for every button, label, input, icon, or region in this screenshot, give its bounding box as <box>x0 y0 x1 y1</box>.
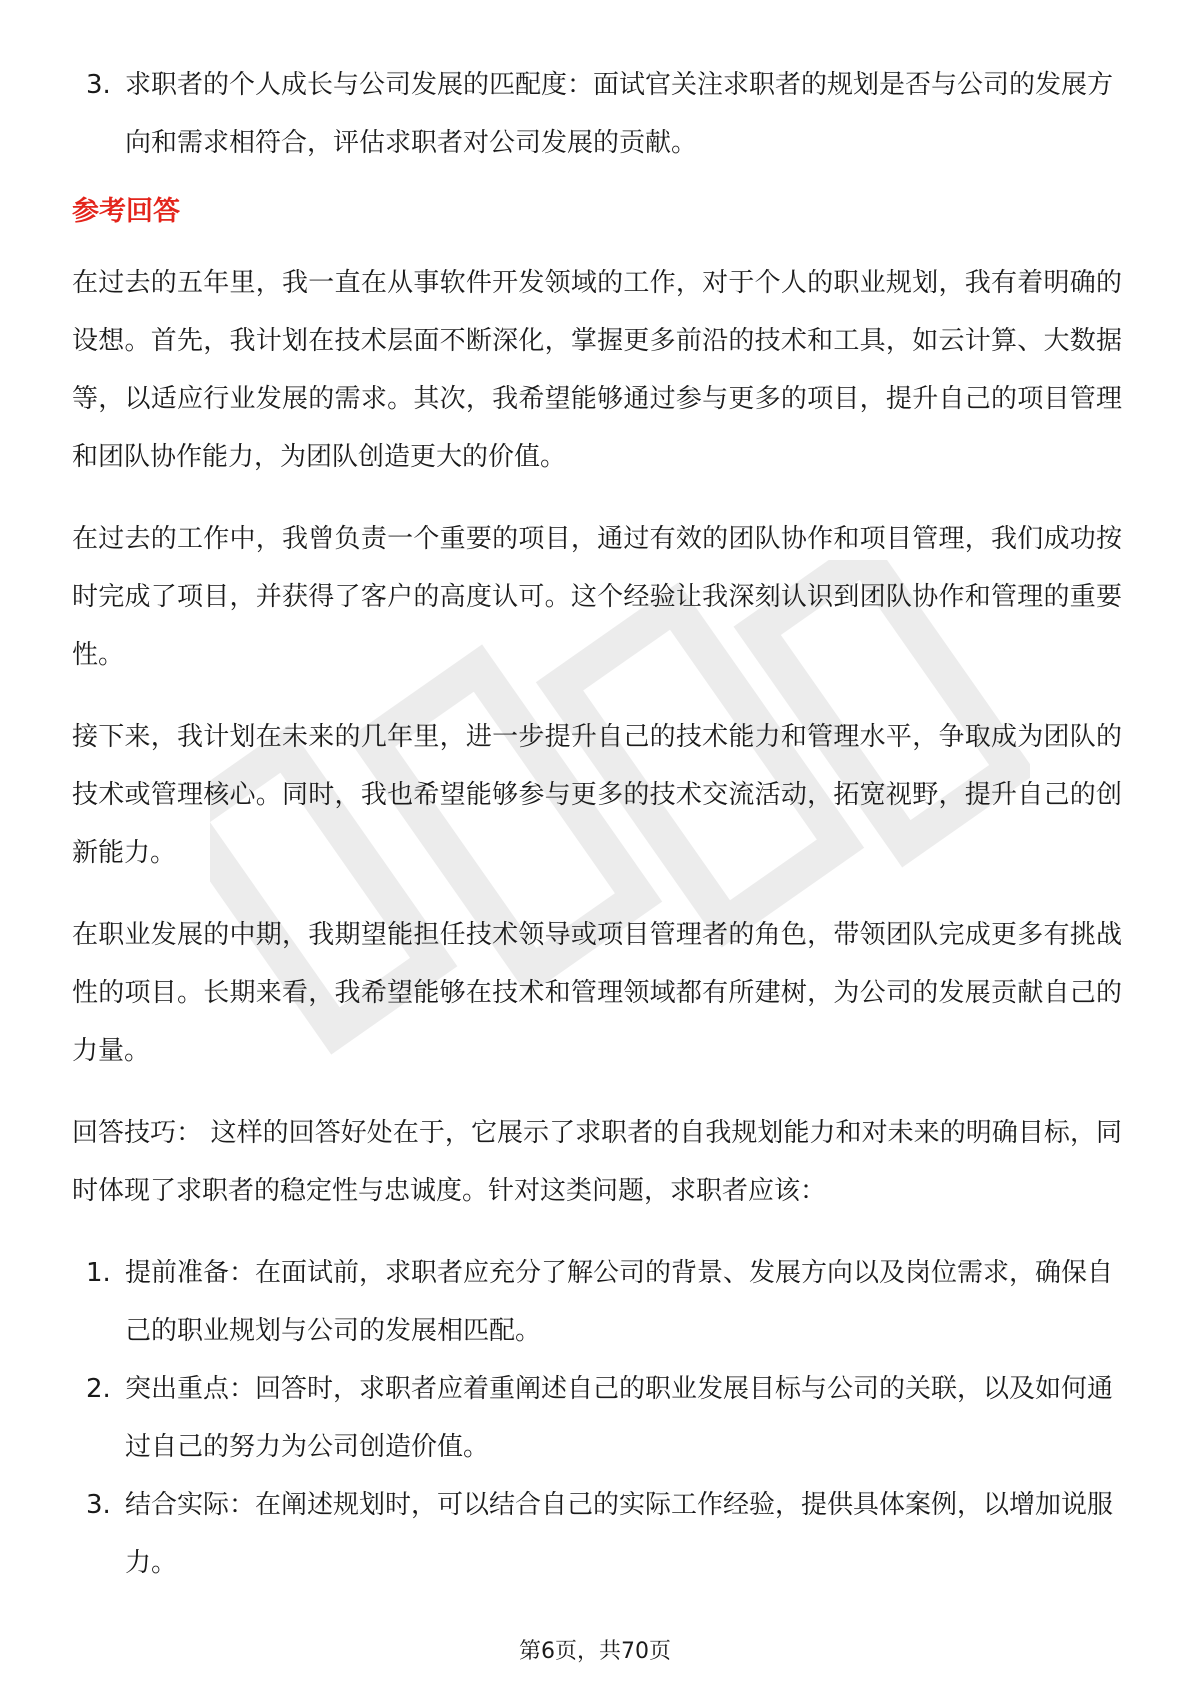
tips-list <box>72 1244 1122 1592</box>
list-item <box>72 1476 1122 1592</box>
list-text: 求职者的个人成长与公司发展的匹配度：面试官关注求职者的规划是否与公司的发展方向和需求相符合，评估求职者对公司发展的贡献。 <box>125 70 1114 158</box>
list-text: 突出重点：回答时，求职者应着重阐述自己的职业发展目标与公司的关联，以及如何通过自己的努力为公司创造价值。 <box>125 1374 1114 1462</box>
answer-paragraph: 在过去的工作中，我曾负责一个重要的项目，通过有效的团队协作和项目管理，我们成功按时完成了项目，并获得了客户的高度认可。这个经验让我深刻认识到团队协作和管理的重要性。 <box>72 524 1122 670</box>
answer-paragraph: 在职业发展的中期，我期望能担任技术领导或项目管理者的角色，带领团队完成更多有挑战性的项目。长期来看，我希望能够在技术和管理领域都有所建树，为公司的发展贡献自己的力量。 <box>72 920 1122 1066</box>
list-item <box>72 1244 1122 1360</box>
document-page <box>72 56 1122 1592</box>
page-footer: 第6页，共70页 <box>519 1639 671 1664</box>
list-item <box>72 1360 1122 1476</box>
answer-paragraph: 接下来，我计划在未来的几年里，进一步提升自己的技术能力和管理水平，争取成为团队的技术或管理核心。同时，我也希望能够参与更多的技术交流活动，拓宽视野，提升自己的创新能力。 <box>72 722 1122 868</box>
list-number: 3. <box>86 1490 111 1520</box>
tips-intro-paragraph: 回答技巧： 这样的回答好处在于，它展示了求职者的自我规划能力和对未来的明确目标，同时体现了求职者的稳定性与忠诚度。针对这类问题，求职者应该： <box>72 1118 1122 1206</box>
list-number: 1. <box>86 1258 111 1288</box>
list-item <box>72 56 1122 172</box>
list-text: 结合实际：在阐述规划时，可以结合自己的实际工作经验，提供具体案例，以增加说服力。 <box>125 1490 1114 1578</box>
top-list <box>72 56 1122 172</box>
answer-paragraph: 在过去的五年里，我一直在从事软件开发领域的工作，对于个人的职业规划，我有着明确的设想。首先，我计划在技术层面不断深化，掌握更多前沿的技术和工具，如云计算、大数据等，以适应行业发展的需求。其次，我希望能够通过参与更多的项目，提升自己的项目管理和团队协作能力，为团队创造更大的价值。 <box>72 268 1122 472</box>
list-number: 3. <box>86 70 111 100</box>
list-text: 提前准备：在面试前，求职者应充分了解公司的背景、发展方向以及岗位需求，确保自己的职业规划与公司的发展相匹配。 <box>125 1258 1114 1346</box>
section-title: 参考回答 <box>72 196 180 227</box>
list-number: 2. <box>86 1374 111 1404</box>
